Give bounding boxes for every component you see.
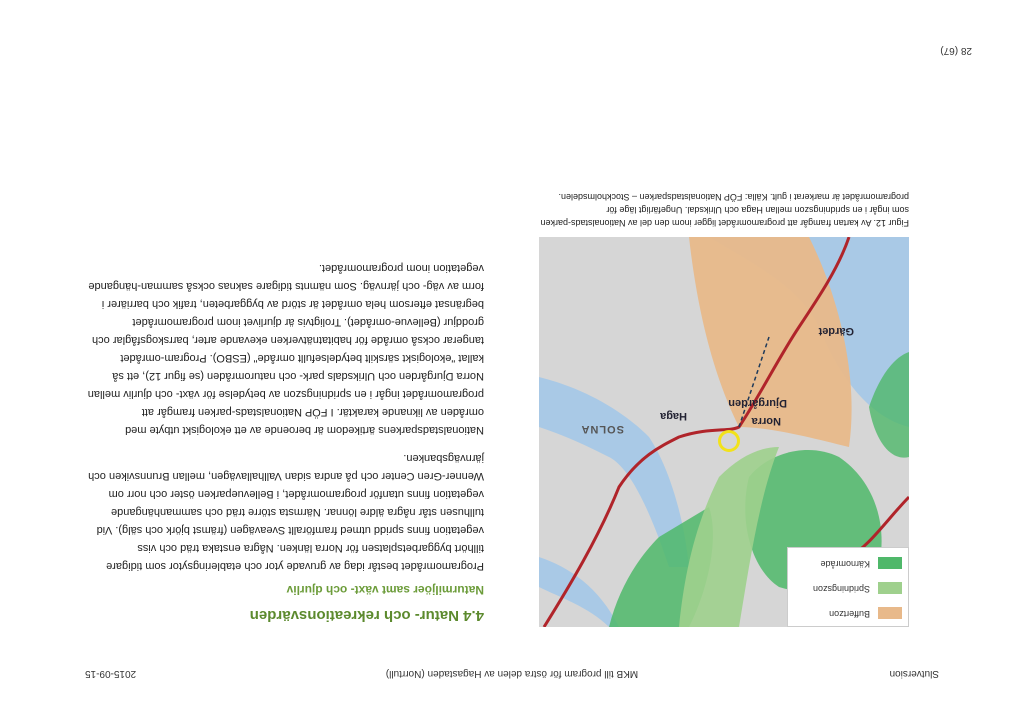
paragraph-1: Programområdet består idag av gruvade ytor och etableringsytor som tidigare tillhört byggarbetsplatsen för Norra länken. Några enstaka träd och viss vegetation finns spridd utmed framförallt Sveavägen (främst björk och sälg). Vid tullhusen står några äldre lönnar. Närmsta större träd och sammanhängande vegetation finns utanför programområdet, i Bellevueparken öster och norr om Wenner-Gren Center och på andra sidan Vallhallavägen, mellan Brunnsviken och järnvägsbanken. — [88, 452, 484, 572]
place-label-norra: Norra — [751, 415, 781, 427]
header-title: MKB till program för östra delen av Hagastaden (Norrtull) — [385, 668, 639, 679]
legend-swatch-spridningszon — [878, 582, 902, 594]
sub-heading: Naturmiljöer samt växt- och djurliv — [286, 583, 484, 597]
header-date: 2015-09-15 — [85, 668, 137, 679]
paragraph-2: Nationalstadsparkens ärtikedom är beroende av ett ekologiskt utbyte med områden av liknande karaktär. I FÖP Nationalstads-parken framgår att programområdet ingår i en spridningszon av betydelse för växt- och djurliv mellan Norra Djurgården och Ulriksdals park- och naturområden (se figur 12), ett så kallat "ekologiskt särskilt betydelsefullt område" (ESBO). Program-området tangerar också område för habitatnätverken ekevande arter, barrskogsfåglar och groddjur (Bellevue-området). Troligtvis är djurlivet inom programområdet begränsat eftersom hela området är störd av byggarbeten, trafik och barriärer i form av väg- och järnväg. Som nämnts tidigare saknas också samman-hängande vegetation inom programområdet. — [87, 262, 484, 436]
figure-map — [539, 190, 909, 627]
map-image — [539, 237, 909, 627]
place-label-djurgarden: Djurgården — [728, 397, 787, 409]
page-number: 28 (67) — [940, 45, 972, 56]
figure-caption: Figur 12. Av kartan framgår att programområdet ligger inom den del av Nationalstads-parken som ingår i en spridningszon mellan Haga och Ulriksdal. Ungefärligt läge för programområdet är markerat i gult. Källa: FÖP Nationalstadsparken – Stockholmsdelen. — [540, 192, 909, 228]
section-heading: 4.4 Natur- och rekreationsvärden — [249, 607, 484, 624]
place-label-haga: Haga — [660, 410, 687, 422]
legend-row-buffertzon — [788, 601, 908, 621]
legend-swatch-buffertzon — [878, 607, 902, 619]
legend-row-spridningszon — [788, 576, 908, 596]
legend-label-karnomrade: Kärnområde — [820, 559, 870, 569]
legend-row-karnomrade — [788, 551, 908, 571]
legend-label-spridningszon: Spridningszon — [812, 584, 870, 594]
place-label-gardet: Gärdet — [818, 325, 854, 337]
map-legend — [787, 547, 909, 627]
program-area-marker — [718, 430, 740, 452]
header-version: Slutversion — [889, 668, 939, 679]
legend-label-buffertzon: Buffertzon — [829, 609, 870, 619]
place-label-solna: SOLNA — [580, 423, 624, 435]
text-column — [84, 249, 484, 624]
legend-swatch-karnomrade — [878, 557, 902, 569]
